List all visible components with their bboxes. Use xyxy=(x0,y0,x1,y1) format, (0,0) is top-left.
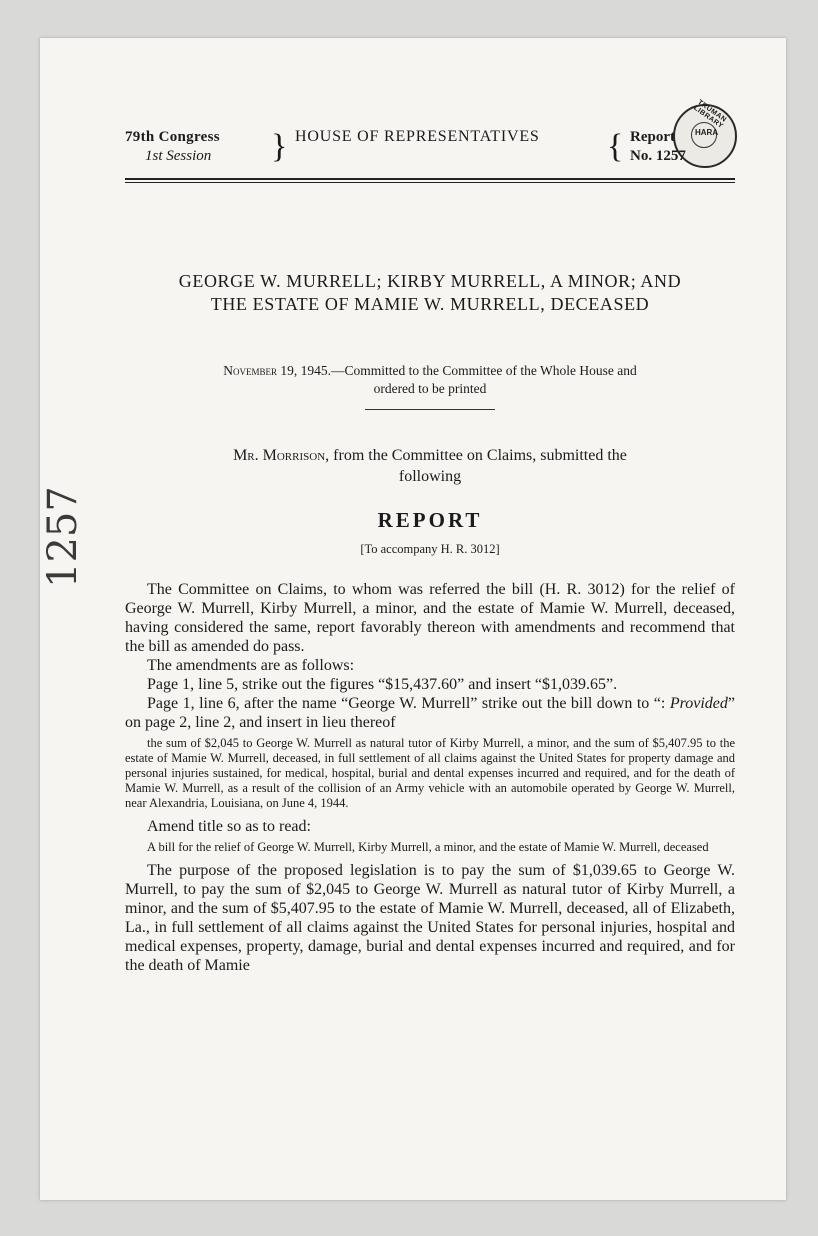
title-line-2: THE ESTATE OF MAMIE W. MURRELL, DECEASED xyxy=(210,294,650,314)
quoted-amended-title: A bill for the relief of George W. Murrell, Kirby Murrell, a minor, and the estate of Mamie W. Murrell, deceased xyxy=(147,840,709,854)
amendment-2-provided: Provided xyxy=(669,695,728,712)
paragraph-amendment-2 xyxy=(125,694,735,732)
committal-text-1: —Committed to the Committee of the Whole House and xyxy=(331,363,637,378)
committal-text-2: ordered to be printed xyxy=(373,381,487,396)
committal-notice xyxy=(125,362,735,398)
paragraph-purpose: The purpose of the proposed legislation is to pay the sum of $1,039.65 to George W. Murrell, to pay the sum of $2,045 to George W. Murrell as natural tutor of Kirby Murrell, a minor, and the sum of $5,407.95 to the estate of Mamie W. Murrell, deceased, all of Elizabeth, La., in full settlement of all claims against the United States for personal injuries, hospital and medical expenses, property, damage, burial and dental expenses incurred and required, and for the death of Mamie xyxy=(125,862,735,974)
header-rule-thick xyxy=(125,178,735,180)
house-label: HOUSE OF REPRESENTATIVES xyxy=(295,128,540,145)
accompany-bill-note: [To accompany H. R. 3012] xyxy=(360,542,500,556)
paragraph-amendments-intro: The amendments are as follows: xyxy=(147,657,355,674)
stamp-center-text: HARA xyxy=(695,128,719,137)
stamp-ring-text: TRUMAN LIBRARY xyxy=(692,98,728,131)
report-number: No. 1257 xyxy=(630,148,686,164)
left-brace: } xyxy=(271,128,288,165)
amendment-2-text-c: ” on page 2, line 2, and insert in lieu thereof xyxy=(125,695,735,731)
paragraph-committee-finding: The Committee on Claims, to whom was referred the bill (H. R. 3012) for the relief of George W. Murrell, Kirby Murrell, a minor, and the estate of Mamie W. Murrell, deceased, having considered the same, report favorably thereon with amendments and recommend that the bill as amended do pass. xyxy=(125,581,735,655)
report-number-block xyxy=(630,128,686,166)
report-header xyxy=(125,128,735,174)
submission-statement xyxy=(125,445,735,487)
congress-label: 79th Congress xyxy=(125,129,220,145)
quoted-amendment-text: the sum of $2,045 to George W. Murrell as natural tutor of Kirby Murrell, a minor, and the sum of $5,407.95 to the estate of Mamie W. Murrell, deceased, in full settlement of all claims against the United States for property damage and personal injuries sustained, for medical, hospital, burial and dental expenses incurred and required, and for the death of Mamie W. Murrell, as a result of the collision of an Army vehicle with an automobile operated by George W. Murrell, near Alexandria, Louisiana, on June 4, 1944. xyxy=(125,736,735,810)
report-body xyxy=(125,580,735,975)
amendment-2-text-a: Page 1, line 6, after the name “George W. Murrell” strike out the bill down to “: xyxy=(147,695,670,712)
title-line-1: GEORGE W. MURRELL; KIRBY MURRELL, A MINOR; AND xyxy=(178,271,682,291)
report-label: Report xyxy=(630,129,675,145)
submitter-name: Mr. Morrison xyxy=(233,447,326,464)
paragraph-amendment-1: Page 1, line 5, strike out the figures “$15,437.60” and insert “$1,039.65”. xyxy=(147,676,618,693)
submission-text-1: , from the Committee on Claims, submitted the xyxy=(325,447,627,464)
committal-date: November 19, 1945. xyxy=(223,363,332,378)
congress-session-block xyxy=(125,128,220,166)
report-title xyxy=(125,270,735,316)
report-heading: REPORT xyxy=(377,508,483,532)
right-brace: { xyxy=(607,128,624,165)
handwritten-report-number: 1257 xyxy=(40,486,86,588)
session-label: 1st Session xyxy=(145,148,212,164)
paragraph-amend-title: Amend title so as to read: xyxy=(147,818,311,835)
document-page xyxy=(40,38,786,1200)
header-rule-thin xyxy=(125,182,735,183)
section-divider xyxy=(365,409,495,410)
submission-text-2: following xyxy=(398,468,462,485)
